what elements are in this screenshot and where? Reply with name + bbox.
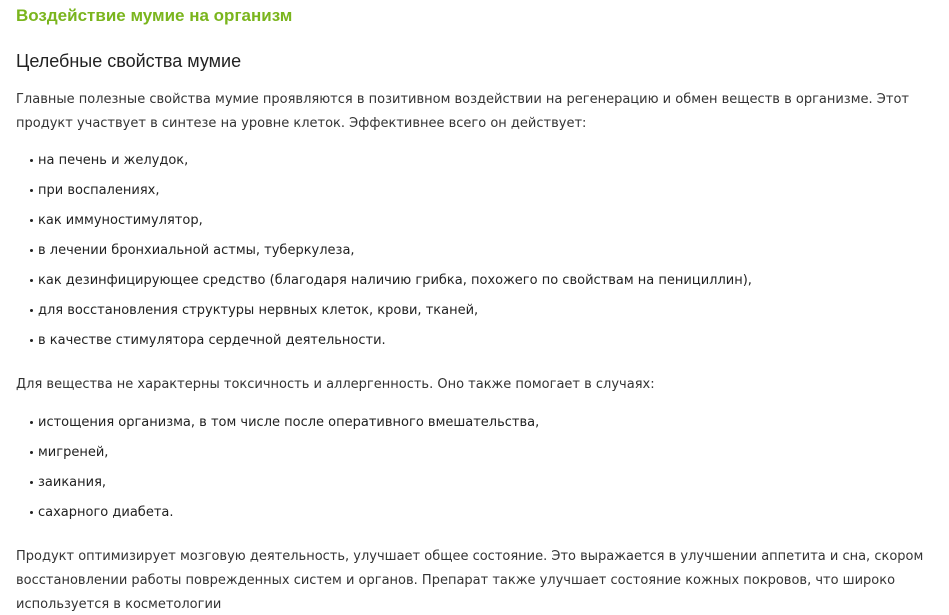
list-item <box>30 471 539 501</box>
bullet-icon <box>30 219 33 222</box>
list-item-text: для восстановления структуры нервных клеток, крови, тканей, <box>38 303 479 318</box>
toxicity-paragraph: Для вещества не характерны токсичность и аллергенность. Оно также помогает в случаях: <box>16 377 655 392</box>
list-item-text: заикания, <box>38 475 107 490</box>
intro-paragraph: Главные полезные свойства мумие проявляются в позитивном воздействии на регенерацию и обмен веществ в организме. Этот продукт участвует в синтезе на уровне клеток. Эффективнее всего он действует: <box>16 92 909 131</box>
list-item <box>30 149 752 179</box>
list-item-text: как дезинфицирующее средство (благодаря наличию грибка, похожего по свойствам на пенициллин), <box>38 273 752 288</box>
bullet-icon <box>30 511 33 514</box>
bullet-icon <box>30 339 33 342</box>
bullet-icon <box>30 159 33 162</box>
properties-list <box>30 149 752 359</box>
bullet-icon <box>30 451 33 454</box>
section-heading: Воздействие мумие на организм <box>16 6 293 25</box>
list-item-text: как иммуностимулятор, <box>38 213 203 228</box>
list-item-text: в лечении бронхиальной астмы, туберкулеза, <box>38 243 355 258</box>
bullet-icon <box>30 189 33 192</box>
list-item-text: мигреней, <box>38 445 109 460</box>
indications-list <box>30 411 539 531</box>
list-item <box>30 179 752 209</box>
list-item <box>30 501 539 531</box>
bullet-icon <box>30 249 33 252</box>
list-item-text: сахарного диабета. <box>38 505 174 520</box>
bullet-icon <box>30 309 33 312</box>
bullet-icon <box>30 481 33 484</box>
list-item <box>30 329 752 359</box>
list-item-text: в качестве стимулятора сердечной деятельности. <box>38 333 386 348</box>
list-item <box>30 441 539 471</box>
bullet-icon <box>30 421 33 424</box>
list-item-text: при воспалениях, <box>38 183 160 198</box>
list-item <box>30 239 752 269</box>
list-item <box>30 411 539 441</box>
list-item <box>30 269 752 299</box>
conclusion-paragraph: Продукт оптимизирует мозговую деятельность, улучшает общее состояние. Это выражается в улучшении аппетита и сна, скором восстановлении работы поврежденных систем и органов. Препарат также улучшает состояние кожных покровов, что широко используется в косметологии <box>16 549 924 612</box>
list-item-text: истощения организма, в том числе после оперативного вмешательства, <box>38 415 540 430</box>
list-item-text: на печень и желудок, <box>38 153 189 168</box>
list-item <box>30 209 752 239</box>
bullet-icon <box>30 279 33 282</box>
subheading: Целебные свойства мумие <box>16 51 242 71</box>
list-item <box>30 299 752 329</box>
